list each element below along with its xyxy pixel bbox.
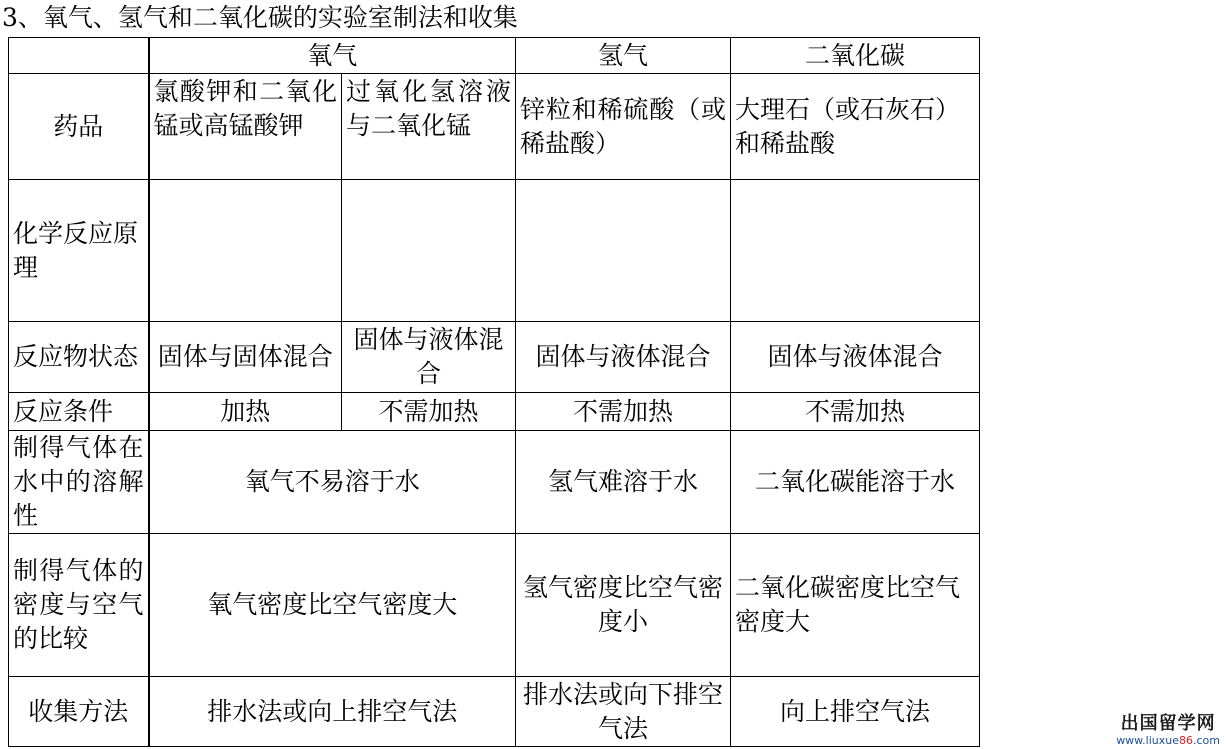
cell-condition-h2: 不需加热 <box>516 393 731 431</box>
row-collect <box>9 677 980 747</box>
cell-condition-o2-b: 不需加热 <box>342 393 516 431</box>
row-solubility <box>9 431 980 534</box>
row-label-collect: 收集方法 <box>9 677 149 747</box>
row-label-density: 制得气体的密度与空气的比较 <box>9 534 149 677</box>
watermark-url-a: www.liuxue <box>1116 734 1179 747</box>
cell-state-o2-b: 固体与液体混合 <box>342 322 516 393</box>
lab-methods-table <box>8 37 980 747</box>
cell-state-o2-a: 固体与固体混合 <box>149 322 342 393</box>
cell-principle-o2-b <box>342 180 516 322</box>
cell-state-h2: 固体与液体混合 <box>516 322 731 393</box>
cell-state-co2: 固体与液体混合 <box>731 322 980 393</box>
cell-density-h2: 氢气密度比空气密度小 <box>516 534 731 677</box>
site-watermark <box>1116 714 1220 747</box>
header-blank <box>9 38 149 74</box>
row-condition <box>9 393 980 431</box>
row-principle <box>9 180 980 322</box>
cell-density-o2: 氧气密度比空气密度大 <box>149 534 516 677</box>
cell-density-co2: 二氧化碳密度比空气密度大 <box>731 534 980 677</box>
row-label-drugs: 药品 <box>9 74 149 180</box>
cell-drugs-co2: 大理石（或石灰石）和稀盐酸 <box>731 74 980 180</box>
cell-solubility-o2: 氧气不易溶于水 <box>149 431 516 534</box>
cell-principle-co2 <box>731 180 980 322</box>
cell-drugs-o2-b: 过氧化氢溶液与二氧化锰 <box>342 74 516 180</box>
cell-solubility-h2: 氢气难溶于水 <box>516 431 731 534</box>
cell-solubility-co2: 二氧化碳能溶于水 <box>731 431 980 534</box>
watermark-url-b: 86 <box>1179 734 1193 747</box>
cell-collect-o2: 排水法或向上排空气法 <box>149 677 516 747</box>
watermark-url <box>1116 734 1220 747</box>
cell-condition-o2-a: 加热 <box>149 393 342 431</box>
cell-drugs-h2: 锌粒和稀硫酸（或稀盐酸） <box>516 74 731 180</box>
header-oxygen: 氧气 <box>149 38 516 74</box>
row-density <box>9 534 980 677</box>
cell-drugs-o2-a: 氯酸钾和二氧化锰或高锰酸钾 <box>149 74 342 180</box>
row-label-condition: 反应条件 <box>9 393 149 431</box>
watermark-url-c: .com <box>1193 734 1220 747</box>
watermark-title: 出国留学网 <box>1120 713 1216 734</box>
row-label-solubility: 制得气体在水中的溶解性 <box>9 431 149 534</box>
row-drugs <box>9 74 980 180</box>
cell-collect-co2: 向上排空气法 <box>731 677 980 747</box>
row-label-principle: 化学反应原理 <box>9 180 149 322</box>
cell-condition-co2: 不需加热 <box>731 393 980 431</box>
page-title: 3、氧气、氢气和二氧化碳的实验室制法和收集 <box>2 3 518 32</box>
header-row <box>9 38 980 74</box>
cell-principle-h2 <box>516 180 731 322</box>
header-co2: 二氧化碳 <box>731 38 980 74</box>
header-hydrogen: 氢气 <box>516 38 731 74</box>
cell-collect-h2: 排水法或向下排空气法 <box>516 677 731 747</box>
row-state <box>9 322 980 393</box>
cell-principle-o2-a <box>149 180 342 322</box>
row-label-state: 反应物状态 <box>9 322 149 393</box>
